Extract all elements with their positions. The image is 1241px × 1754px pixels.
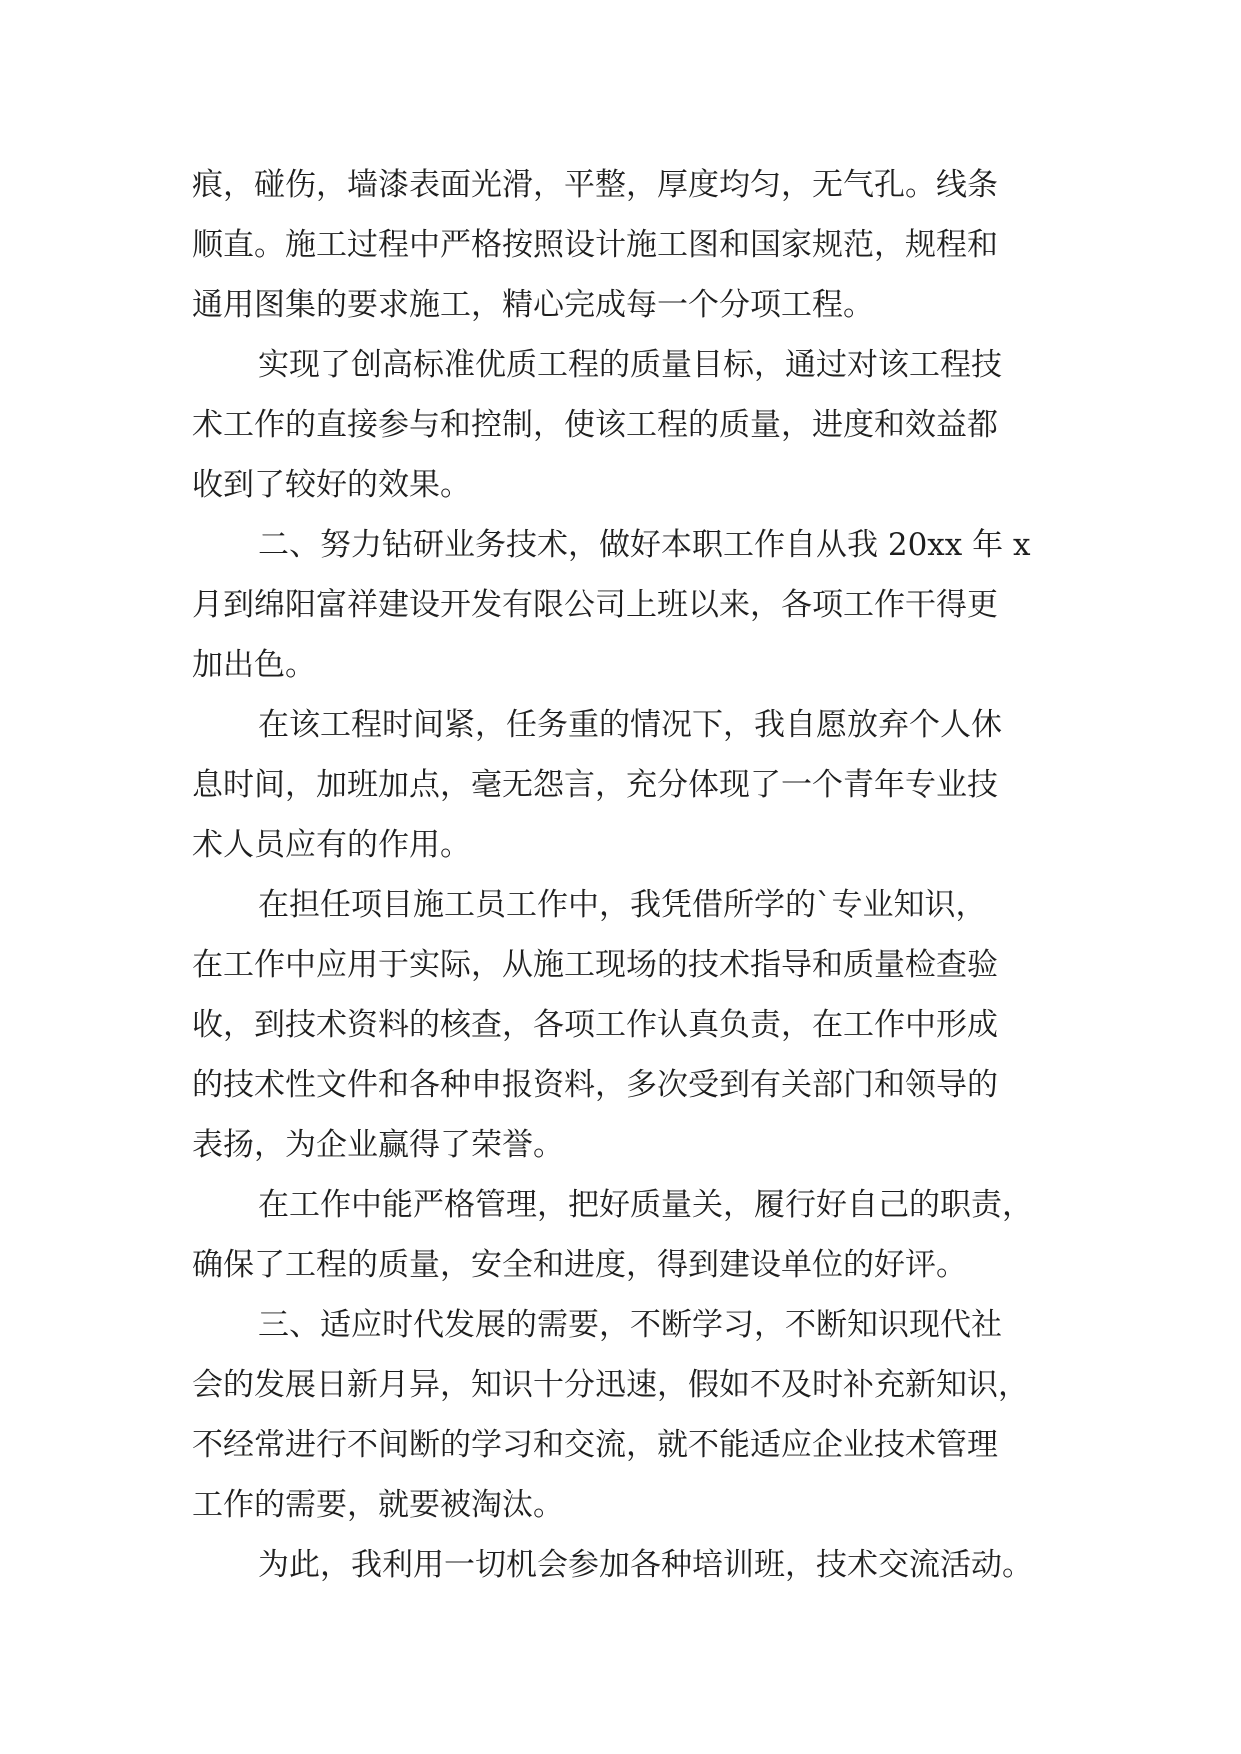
text-line: 月到绵阳富祥建设开发有限公司上班以来，各项工作干得更 (192, 587, 998, 623)
text-line: 术工作的直接参与和控制，使该工程的质量，进度和效益都 (192, 407, 998, 443)
text-line: 实现了创高标准优质工程的质量目标，通过对该工程技 (258, 347, 1002, 383)
paragraph (192, 695, 1072, 875)
text-line: 在该工程时间紧，任务重的情况下，我自愿放弃个人休 (258, 707, 1002, 743)
text-line: 在工作中能严格管理，把好质量关，履行好自己的职责， (258, 1187, 1033, 1223)
text-line: 不经常进行不间断的学习和交流，就不能适应企业技术管理 (192, 1427, 998, 1463)
paragraph (192, 1295, 1072, 1535)
paragraph (192, 155, 1072, 335)
paragraph (192, 875, 1072, 1175)
text-line: 收到了较好的效果。 (192, 467, 471, 503)
text-line: 三、适应时代发展的需要，不断学习，不断知识现代社 (258, 1307, 1002, 1343)
paragraph (192, 335, 1072, 515)
text-line: 二、努力钻研业务技术，做好本职工作自从我 20xx 年 x (258, 527, 1031, 563)
text-line: 息时间，加班加点，毫无怨言，充分体现了一个青年专业技 (192, 767, 998, 803)
paragraph (192, 1175, 1072, 1295)
text-line: 会的发展日新月异，知识十分迅速，假如不及时补充新知识， (192, 1367, 1029, 1403)
text-line: 在担任项目施工员工作中，我凭借所学的`专业知识， (258, 887, 987, 923)
text-line: 工作的需要，就要被淘汰。 (192, 1487, 564, 1523)
text-line: 通用图集的要求施工，精心完成每一个分项工程。 (192, 287, 874, 323)
document-body (192, 155, 1072, 1595)
text-line: 顺直。施工过程中严格按照设计施工图和国家规范，规程和 (192, 227, 998, 263)
text-line: 为此，我利用一切机会参加各种培训班，技术交流活动。 (258, 1547, 1033, 1583)
text-line: 的技术性文件和各种申报资料，多次受到有关部门和领导的 (192, 1067, 998, 1103)
paragraph (192, 1535, 1072, 1595)
text-line: 表扬，为企业赢得了荣誉。 (192, 1127, 564, 1163)
paragraph (192, 515, 1072, 695)
text-line: 在工作中应用于实际，从施工现场的技术指导和质量检查验 (192, 947, 998, 983)
text-line: 收，到技术资料的核查，各项工作认真负责，在工作中形成 (192, 1007, 998, 1043)
text-line: 术人员应有的作用。 (192, 827, 471, 863)
text-line: 痕，碰伤，墙漆表面光滑，平整，厚度均匀，无气孔。线条 (192, 167, 998, 203)
text-line: 加出色。 (192, 647, 316, 683)
text-line: 确保了工程的质量，安全和进度，得到建设单位的好评。 (192, 1247, 967, 1283)
